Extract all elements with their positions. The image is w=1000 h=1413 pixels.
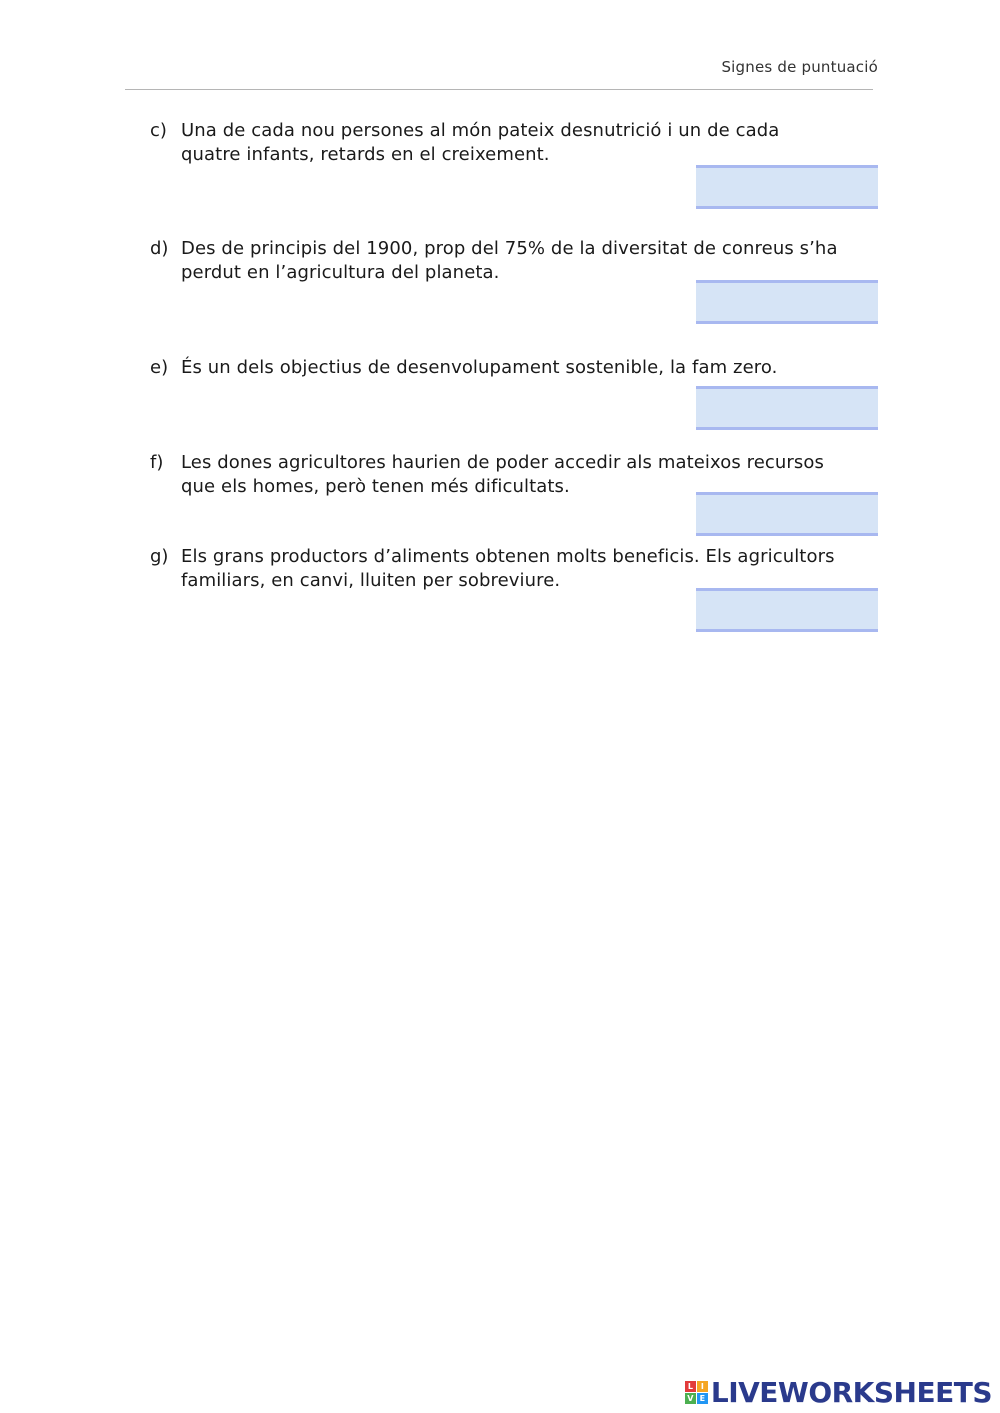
question-item-g bbox=[150, 545, 880, 593]
logo-tile-v: V bbox=[685, 1393, 696, 1404]
item-text-line: familiars, en canvi, lluiten per sobreviure. bbox=[181, 570, 561, 591]
item-letter: e) bbox=[150, 357, 169, 378]
item-text-line: És un dels objectius de desenvolupament sostenible, la fam zero. bbox=[181, 357, 778, 378]
item-text bbox=[181, 119, 881, 167]
logo-tile-i: I bbox=[697, 1381, 708, 1392]
item-text-line: Des de principis del 1900, prop del 75% de la diversitat de conreus s’ha bbox=[181, 238, 838, 259]
item-text-line: Una de cada nou persones al món pateix desnutrició i un de cada bbox=[181, 120, 780, 141]
page-header-title: Signes de puntuació bbox=[721, 58, 878, 76]
logo-wordmark: LIVEWORKSHEETS bbox=[710, 1376, 992, 1409]
answer-box-c[interactable] bbox=[696, 165, 878, 209]
answer-box-f[interactable] bbox=[696, 492, 878, 536]
question-item-c bbox=[150, 119, 880, 167]
item-text-line: Els grans productors d’aliments obtenen molts beneficis. Els agricultors bbox=[181, 546, 835, 567]
question-item-e bbox=[150, 356, 880, 380]
item-text-line: perdut en l’agricultura del planeta. bbox=[181, 262, 500, 283]
item-letter: c) bbox=[150, 120, 167, 141]
logo-tile-l: L bbox=[685, 1381, 696, 1392]
item-letter: g) bbox=[150, 546, 169, 567]
answer-box-d[interactable] bbox=[696, 280, 878, 324]
item-text bbox=[181, 545, 881, 593]
answer-box-e[interactable] bbox=[696, 386, 878, 430]
item-text-line: Les dones agricultores haurien de poder accedir als mateixos recursos bbox=[181, 452, 824, 473]
item-letter: f) bbox=[150, 452, 164, 473]
item-text-line: quatre infants, retards en el creixement. bbox=[181, 144, 550, 165]
answer-box-g[interactable] bbox=[696, 588, 878, 632]
item-letter: d) bbox=[150, 238, 169, 259]
item-text-line: que els homes, però tenen més dificultats. bbox=[181, 476, 570, 497]
liveworksheets-logo bbox=[685, 1376, 992, 1409]
header-divider bbox=[125, 89, 873, 90]
item-text bbox=[181, 237, 881, 285]
item-text bbox=[181, 356, 881, 380]
question-item-d bbox=[150, 237, 880, 285]
logo-tile-e: E bbox=[697, 1393, 708, 1404]
live-logo-icon bbox=[685, 1381, 708, 1404]
